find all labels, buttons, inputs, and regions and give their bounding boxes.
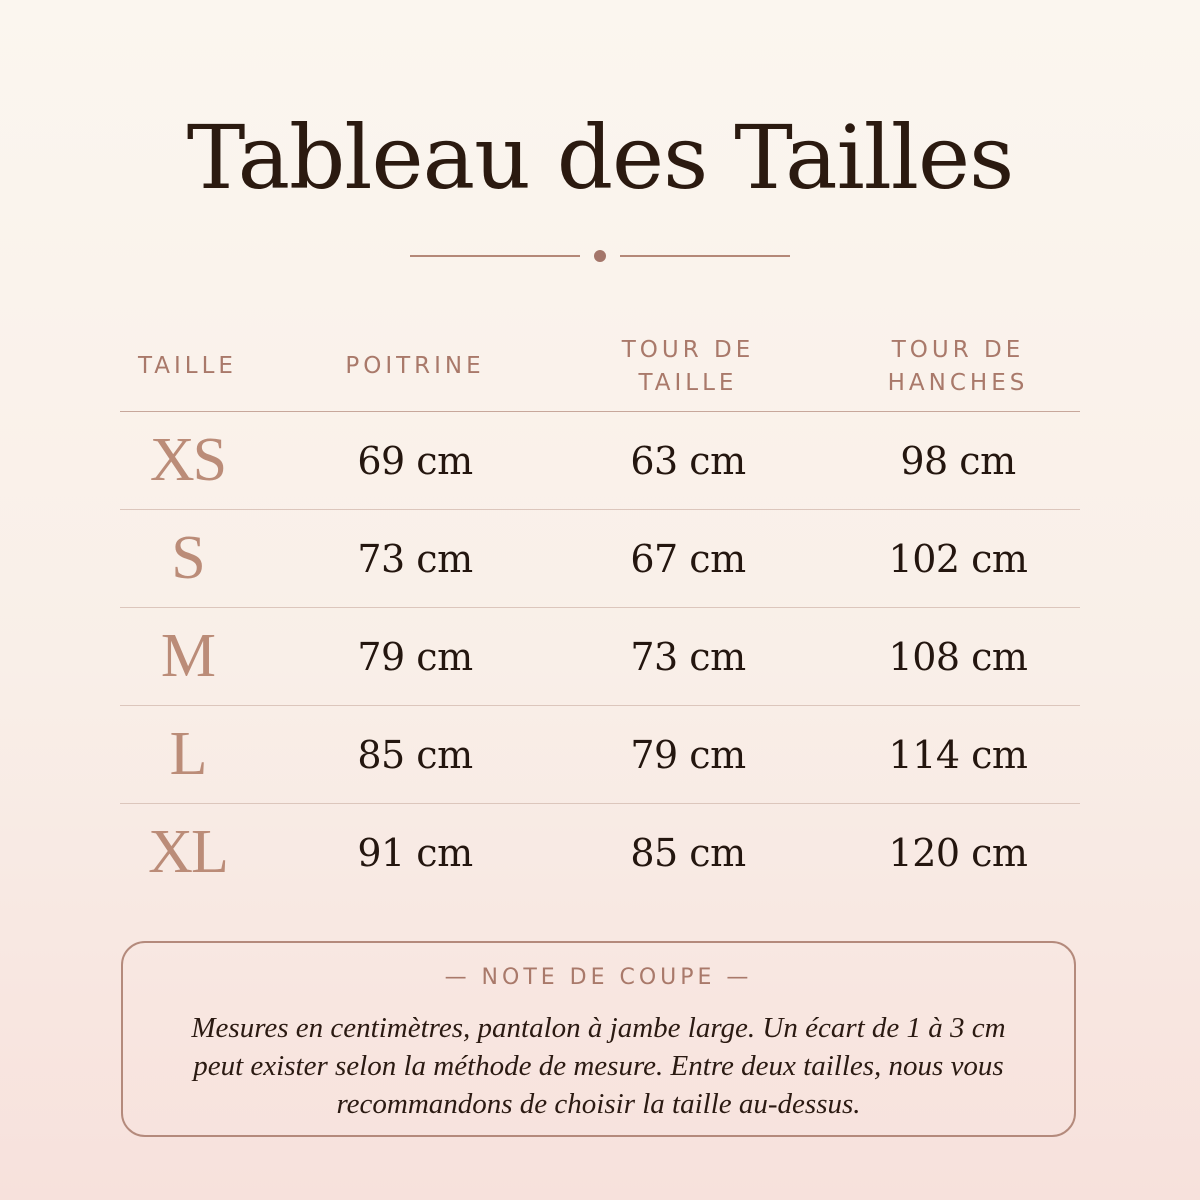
size-label: L [169, 720, 206, 788]
fit-note-heading: — NOTE DE COUPE — [444, 965, 753, 990]
chest-value: 69 cm [357, 438, 473, 483]
hips-value: 102 cm [888, 536, 1028, 581]
size-table [120, 322, 1080, 901]
chest-value: 73 cm [357, 536, 473, 581]
waist-value: 85 cm [630, 830, 746, 875]
header-waist: TOUR DE TAILLE [621, 336, 755, 396]
page-title: Tableau des Tailles [186, 106, 1014, 209]
fit-note-text: Mesures en centimètres, pantalon à jambe large. Un écart de 1 à 3 cm peut exister selon la méthode de mesure. Entre deux tailles, nous vous recommandons de choisir la taille au-dessus. [191, 1012, 1006, 1120]
divider-line-left [410, 255, 580, 257]
table-row [120, 412, 1080, 510]
size-label: M [160, 622, 215, 690]
hips-value: 114 cm [888, 732, 1028, 777]
fit-note-box [121, 941, 1076, 1137]
size-label: XL [148, 818, 227, 886]
chest-value: 85 cm [357, 732, 473, 777]
waist-value: 63 cm [630, 438, 746, 483]
hips-value: 108 cm [888, 634, 1028, 679]
table-row [120, 804, 1080, 901]
header-hips: TOUR DE HANCHES [887, 336, 1029, 396]
size-label: S [171, 524, 204, 592]
table-row [120, 706, 1080, 804]
title-divider [410, 250, 790, 262]
table-row [120, 510, 1080, 608]
header-chest: POITRINE [345, 353, 485, 379]
chest-value: 79 cm [357, 634, 473, 679]
hips-value: 120 cm [888, 830, 1028, 875]
table-header [120, 322, 1080, 412]
size-label: XS [149, 426, 226, 494]
chest-value: 91 cm [357, 830, 473, 875]
hips-value: 98 cm [900, 438, 1016, 483]
waist-value: 67 cm [630, 536, 746, 581]
waist-value: 79 cm [630, 732, 746, 777]
divider-line-right [620, 255, 790, 257]
waist-value: 73 cm [630, 634, 746, 679]
table-row [120, 608, 1080, 706]
header-size: TAILLE [138, 353, 237, 379]
divider-dot [594, 250, 606, 262]
